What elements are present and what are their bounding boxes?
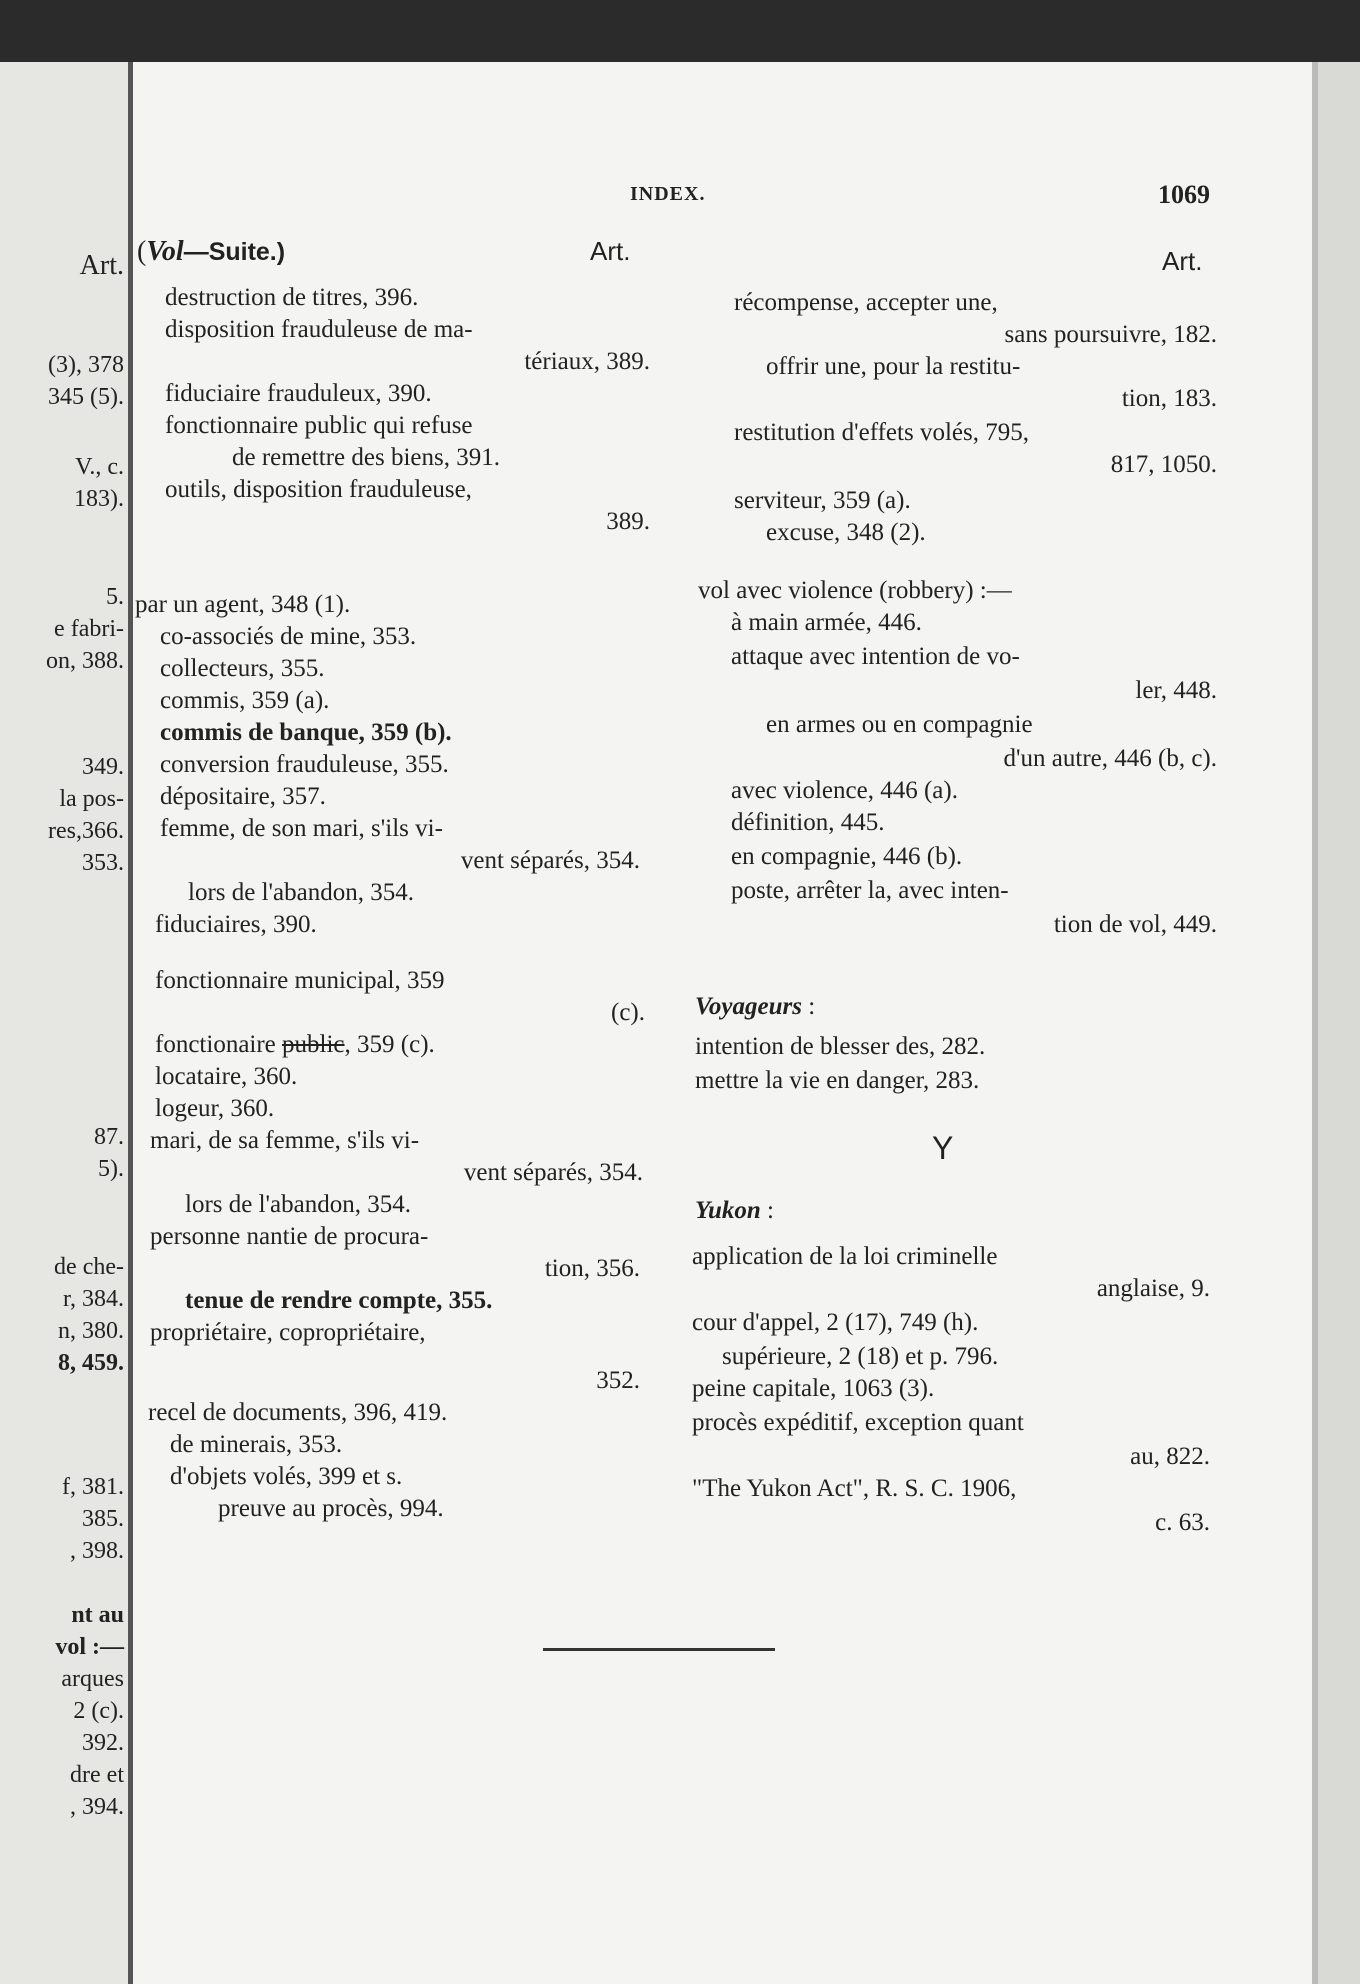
index-entry: en compagnie, 446 (b). (731, 843, 963, 870)
index-entry: fonctionnaire municipal, 359 (155, 967, 445, 994)
index-entry: peine capitale, 1063 (3). (692, 1375, 935, 1402)
index-entry-continuation: 817, 1050. (1110, 451, 1217, 478)
index-entry: logeur, 360. (155, 1095, 275, 1122)
facing-page-fragment: (3), 378 (48, 352, 124, 378)
index-entry: lors de l'abandon, 354. (188, 879, 414, 906)
facing-page-fragment: e fabri- (54, 616, 124, 642)
index-entry: application de la loi criminelle (692, 1243, 998, 1270)
index-entry: locataire, 360. (155, 1063, 298, 1090)
index-entry: mettre la vie en danger, 283. (695, 1067, 980, 1094)
index-entry: fonctionaire public, 359 (c). (155, 1031, 435, 1058)
index-entry-continuation: 389. (606, 508, 650, 535)
index-entry-continuation: tion de vol, 449. (1053, 911, 1217, 938)
index-entry-continuation: vent séparés, 354. (460, 847, 640, 874)
facing-page-fragment: 2 (c). (73, 1698, 124, 1724)
index-entry: intention de blesser des, 282. (695, 1033, 986, 1060)
index-entry: mari, de sa femme, s'ils vi- (150, 1127, 420, 1154)
index-entry-continuation: vent séparés, 354. (463, 1159, 643, 1186)
index-entry: fonctionnaire public qui refuse (165, 412, 473, 439)
index-entry: co-associés de mine, 353. (160, 623, 417, 650)
facing-page-fragment: 385. (82, 1506, 124, 1532)
index-entry: propriétaire, copropriétaire, (150, 1319, 426, 1346)
index-entry: cour d'appel, 2 (17), 749 (h). (692, 1309, 979, 1336)
index-entry-continuation: 352. (596, 1367, 640, 1394)
facing-page-fragment: de che- (54, 1254, 124, 1280)
struck-text: public (282, 1031, 345, 1058)
facing-page-fragment: 345 (5). (48, 384, 124, 410)
index-entry-continuation: tériaux, 389. (524, 348, 650, 375)
facing-page-fragment: la pos- (59, 786, 124, 812)
facing-page-fragment: 5. (106, 584, 124, 610)
index-entry: d'objets volés, 399 et s. (170, 1463, 403, 1490)
index-entry: "The Yukon Act", R. S. C. 1906, (692, 1475, 1017, 1502)
index-entry: recel de documents, 396, 419. (148, 1399, 448, 1426)
index-entry-continuation: d'un autre, 446 (b, c). (1003, 745, 1217, 772)
section-heading: Voyageurs : (695, 993, 816, 1020)
index-entry: tenue de rendre compte, 355. (185, 1287, 493, 1314)
heading-italic-term: Vol (146, 236, 184, 267)
index-entry: dépositaire, 357. (160, 783, 326, 810)
facing-page-fragment: 353. (82, 850, 124, 876)
scan-top-border (0, 0, 1360, 62)
index-entry: procès expéditif, exception quant (692, 1409, 1024, 1436)
index-entry: récompense, accepter une, (734, 289, 998, 316)
index-entry: outils, disposition frauduleuse, (165, 476, 472, 503)
facing-page-fragment: V., c. (75, 454, 124, 480)
facing-page-fragment: r, 384. (62, 1286, 124, 1312)
index-entry: conversion frauduleuse, 355. (160, 751, 449, 778)
facing-page-fragment: 392. (82, 1730, 124, 1756)
facing-page-fragment: 183). (74, 486, 124, 512)
index-entry: fiduciaires, 390. (155, 911, 317, 938)
column-art-label: Art. (590, 236, 631, 266)
index-entry-continuation: tion, 356. (544, 1255, 640, 1282)
facing-page-fragment: n, 380. (58, 1318, 124, 1344)
index-entry: supérieure, 2 (18) et p. 796. (722, 1343, 999, 1370)
facing-page-fragment: Art. (79, 250, 124, 281)
page-margin-shadow (1318, 62, 1360, 1984)
index-entry: vol avec violence (robbery) :— (698, 577, 1012, 604)
section-letter: Y (932, 1130, 954, 1166)
facing-page-fragment: 349. (82, 754, 124, 780)
index-entry: disposition frauduleuse de ma- (165, 316, 473, 343)
index-entry-continuation: au, 822. (1130, 1443, 1210, 1470)
facing-page-fragment: , 394. (70, 1794, 124, 1820)
book-gutter (128, 62, 133, 1984)
index-entry: commis, 359 (a). (160, 687, 330, 714)
section-term: Voyageurs (695, 993, 802, 1020)
index-entry: offrir une, pour la restitu- (766, 353, 1021, 380)
section-term: Yukon (695, 1197, 761, 1224)
index-entry-continuation: ler, 448. (1135, 677, 1217, 704)
index-entry: femme, de son mari, s'ils vi- (160, 815, 443, 842)
column-art-label: Art. (1162, 246, 1203, 276)
index-entry: avec violence, 446 (a). (731, 777, 958, 804)
index-entry: lors de l'abandon, 354. (185, 1191, 411, 1218)
running-header: INDEX. (630, 183, 706, 205)
index-entry: commis de banque, 359 (b). (160, 719, 452, 746)
index-entry: destruction de titres, 396. (165, 284, 419, 311)
index-entry: par un agent, 348 (1). (135, 591, 351, 618)
end-rule (543, 1648, 775, 1651)
facing-page-edge (0, 62, 132, 1984)
section-heading: Yukon : (695, 1197, 774, 1224)
index-entry: serviteur, 359 (a). (734, 487, 911, 514)
index-entry-continuation: c. 63. (1155, 1509, 1210, 1536)
index-entry: définition, 445. (731, 809, 885, 836)
index-entry-continuation: anglaise, 9. (1096, 1275, 1210, 1302)
facing-page-fragment: res,366. (48, 818, 124, 844)
index-entry: preuve au procès, 994. (218, 1495, 444, 1522)
facing-page-fragment: f, 381. (62, 1474, 124, 1500)
index-entry: restitution d'effets volés, 795, (734, 419, 1029, 446)
index-entry: attaque avec intention de vo- (731, 643, 1020, 670)
page-number: 1069 (1158, 180, 1210, 209)
facing-page-fragment: vol :— (55, 1634, 124, 1660)
index-entry-continuation: (c). (611, 999, 645, 1026)
index-entry: poste, arrêter la, avec inten- (731, 877, 1009, 904)
index-entry: fiduciaire frauduleux, 390. (165, 380, 432, 407)
facing-page-fragment: , 398. (70, 1538, 124, 1564)
column-heading: (Vol—Suite.) (137, 236, 286, 267)
index-entry: de minerais, 353. (170, 1431, 343, 1458)
index-entry: à main armée, 446. (731, 609, 922, 636)
index-entry-continuation: sans poursuivre, 182. (1004, 321, 1217, 348)
facing-page-fragment: 87. (94, 1124, 124, 1150)
facing-page-fragment: 8, 459. (58, 1350, 124, 1376)
index-entry: collecteurs, 355. (160, 655, 325, 682)
facing-page-fragment: 5). (98, 1156, 124, 1182)
facing-page-fragment: dre et (70, 1762, 124, 1788)
facing-page-fragment: on, 388. (46, 648, 124, 674)
index-entry: en armes ou en compagnie (766, 711, 1033, 738)
index-entry-continuation: tion, 183. (1121, 385, 1217, 412)
facing-page-fragment: arques (61, 1666, 124, 1692)
index-entry-continuation: de remettre des biens, 391. (232, 444, 500, 471)
index-entry: excuse, 348 (2). (766, 519, 926, 546)
facing-page-fragment: nt au (71, 1602, 124, 1628)
index-entry: personne nantie de procura- (150, 1223, 429, 1250)
